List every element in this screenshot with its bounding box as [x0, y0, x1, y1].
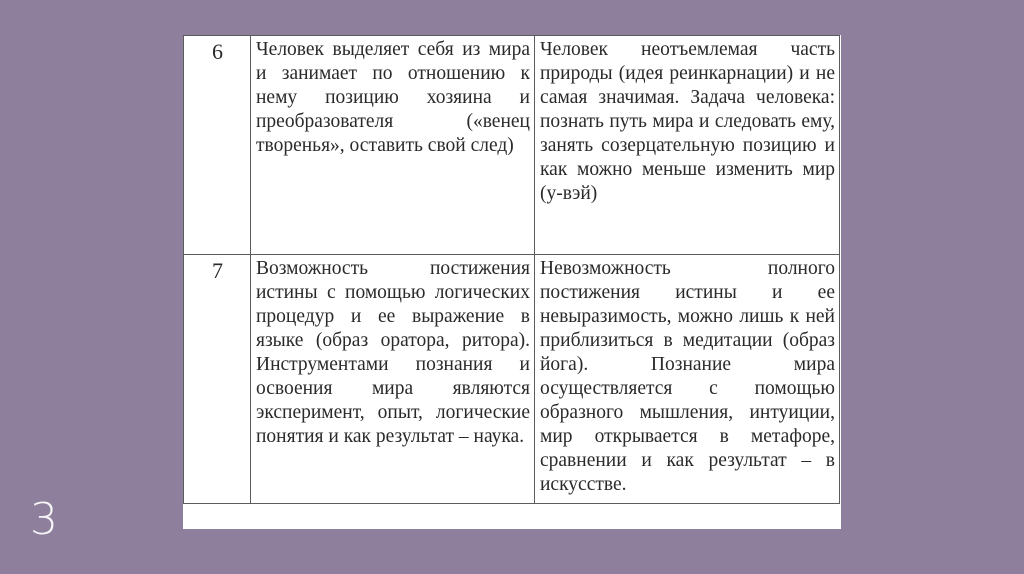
western-view-cell: Человек выделяет себя из мира и занимает по отношению к нему позицию хозяина и преобразователя («венец творенья», оставить свой след) [251, 36, 535, 255]
slide-number: 3 [30, 494, 58, 545]
document-sheet [183, 35, 841, 529]
table-row [184, 255, 840, 504]
eastern-view-cell: Невозможность полного постижения истины и ее невыразимость, можно лишь к ней приблизиться в медитации (образ йога). Познание мира осуществляется с помощью образного мышления, интуиции, мир открывается в метафоре, сравнении и как результат – в искусстве. [535, 255, 840, 504]
eastern-view-cell: Человек неотъемлемая часть природы (идея реинкарнации) и не самая значимая. Задача человека: познать путь мира и следовать ему, занять созерцательную позицию и как можно меньше изменить мир (у-вэй) [535, 36, 840, 255]
row-number-cell: 7 [184, 255, 251, 504]
western-view-cell: Возможность постижения истины с помощью логических процедур и ее выражение в языке (образ оратора, ритора). Инструментами познания и освоения мира являются эксперимент, опыт, логические понятия и как результат – наука. [251, 255, 535, 504]
row-number-cell: 6 [184, 36, 251, 255]
table-row [184, 36, 840, 255]
comparison-table [183, 35, 840, 504]
